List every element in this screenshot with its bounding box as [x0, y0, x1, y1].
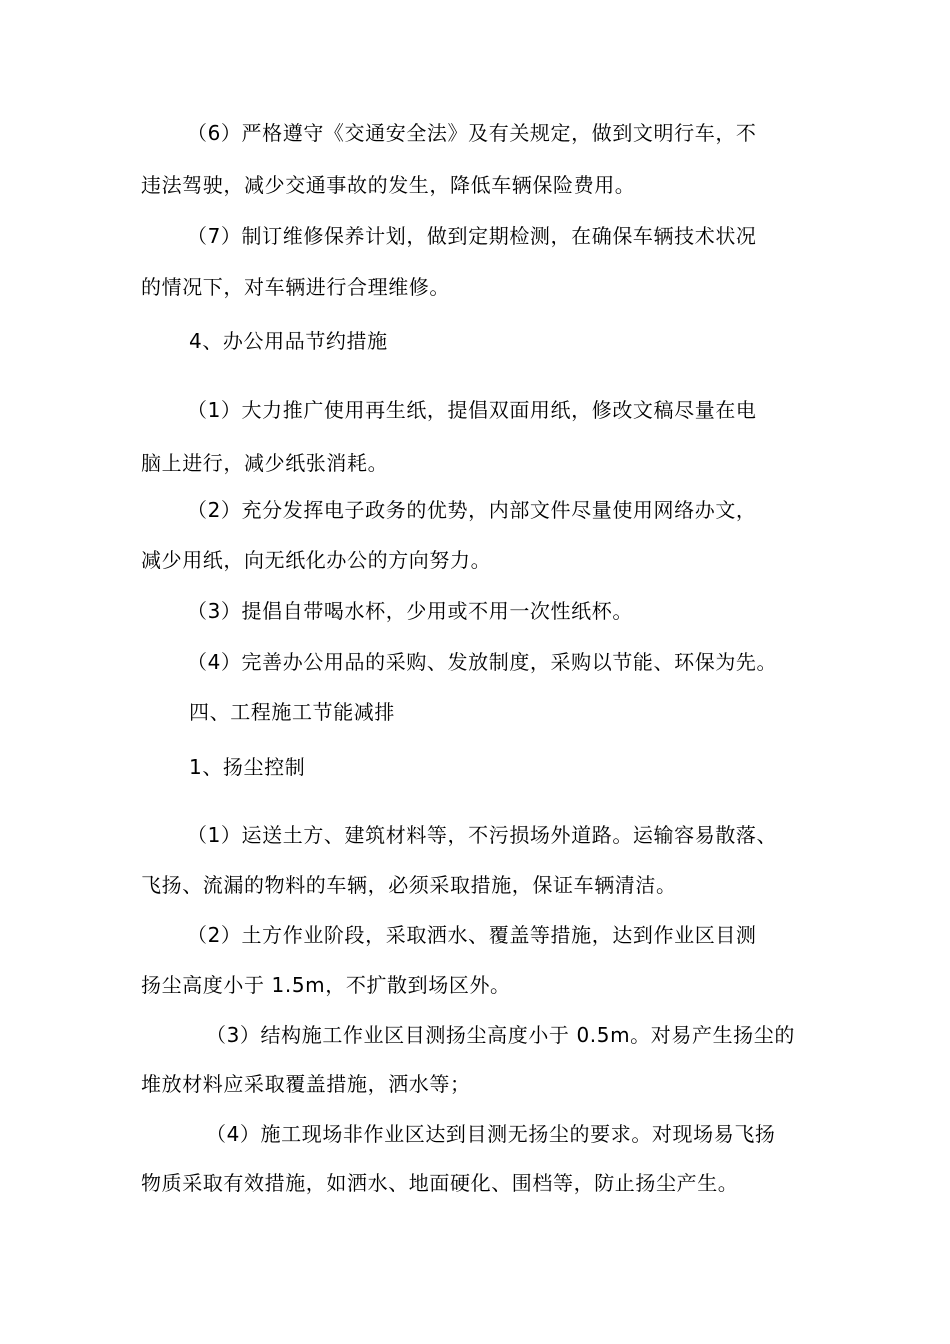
- paragraph-line: （4）完善办公用品的采购、发放制度，采购以节能、环保为先。: [187, 650, 778, 674]
- paragraph-line: 扬尘高度小于 1.5m，不扩散到场区外。: [141, 973, 511, 997]
- paragraph-line: 堆放材料应采取覆盖措施，洒水等；: [141, 1072, 471, 1096]
- paragraph-line: 违法驾驶，减少交通事故的发生，降低车辆保险费用。: [141, 173, 636, 197]
- paragraph-line: （3）提倡自带喝水杯，少用或不用一次性纸杯。: [187, 599, 633, 623]
- paragraph-line: 的情况下，对车辆进行合理维修。: [141, 275, 450, 299]
- paragraph-line: （1）运送土方、建筑材料等，不污损场外道路。运输容易散落、: [187, 823, 778, 847]
- paragraph-line: （1）大力推广使用再生纸，提倡双面用纸，修改文稿尽量在电: [187, 398, 757, 422]
- section-heading: 1、扬尘控制: [189, 755, 306, 779]
- paragraph-line: （6）严格遵守《交通安全法》及有关规定，做到文明行车，不: [187, 121, 757, 145]
- paragraph-line: （7）制订维修保养计划，做到定期检测，在确保车辆技术状况: [187, 224, 757, 248]
- paragraph-line: （2）充分发挥电子政务的优势，内部文件尽量使用网络办文，: [187, 498, 757, 522]
- paragraph-line: （3）结构施工作业区目测扬尘高度小于 0.5m。对易产生扬尘的: [206, 1023, 795, 1047]
- paragraph-line: 物质采取有效措施，如洒水、地面硬化、围档等，防止扬尘产生。: [141, 1171, 739, 1195]
- paragraph-line: 脑上进行，减少纸张消耗。: [141, 451, 389, 475]
- paragraph-line: （2）土方作业阶段，采取洒水、覆盖等措施，达到作业区目测: [187, 923, 757, 947]
- section-heading: 4、办公用品节约措施: [189, 329, 388, 353]
- paragraph-line: 减少用纸，向无纸化办公的方向努力。: [141, 548, 492, 572]
- section-heading: 四、工程施工节能减排: [189, 700, 395, 724]
- paragraph-line: （4）施工现场非作业区达到目测无扬尘的要求。对现场易飞扬: [206, 1122, 776, 1146]
- paragraph-line: 飞扬、流漏的物料的车辆，必须采取措施，保证车辆清洁。: [141, 873, 677, 897]
